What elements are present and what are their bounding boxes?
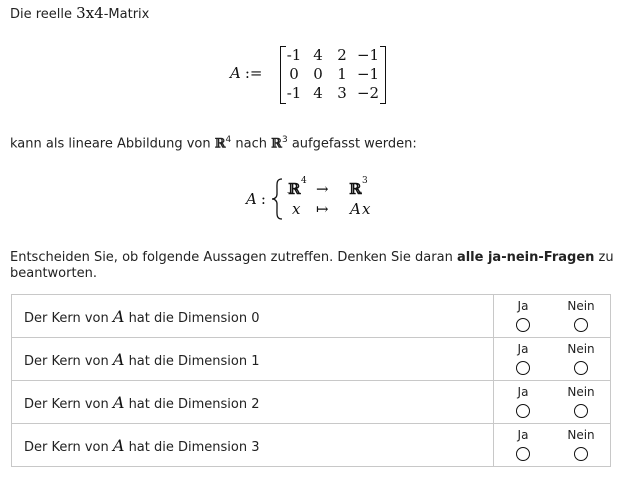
mapping-brace <box>271 178 283 220</box>
option-no-label: Nein <box>567 428 595 442</box>
option-no-radio[interactable] <box>574 404 588 418</box>
row1-domain: ℝ <box>288 180 301 198</box>
question-row <box>12 381 611 424</box>
instructions <box>10 250 620 282</box>
intro-text <box>10 4 149 22</box>
matrix-cell: 2 <box>337 46 347 64</box>
instructions-text: Entscheiden Sie, ob folgende Aussagen zutreffen. Denken Sie daran <box>10 250 457 265</box>
question-row <box>12 295 611 338</box>
intro-dims: 3x4 <box>76 4 104 22</box>
question-suffix: hat die Dimension 0 <box>124 310 260 326</box>
question-prefix: Der Kern von <box>24 353 113 369</box>
matrix-cell: 0 <box>289 65 299 83</box>
matrix-assign: := <box>244 64 263 82</box>
question-row <box>12 424 611 467</box>
instructions-bold: alle ja-nein-Fragen <box>456 250 595 265</box>
codomain-space: ℝ <box>271 136 282 152</box>
mapping-row-1 <box>288 176 388 200</box>
matrix-cell: −1 <box>356 46 380 64</box>
question-statement <box>12 424 494 467</box>
codomain-exp: 3 <box>281 135 288 145</box>
question-prefix: Der Kern von <box>24 396 113 412</box>
question-var: A <box>112 349 125 369</box>
question-var: A <box>112 435 125 455</box>
row2-matrix-A: A <box>350 200 361 218</box>
option-yes-label: Ja <box>517 299 529 313</box>
question-suffix: hat die Dimension 1 <box>124 353 260 369</box>
option-no-cell <box>552 338 611 381</box>
question-prefix: Der Kern von <box>24 310 113 326</box>
row2-mapsto: ↦ <box>316 200 329 218</box>
option-yes-label: Ja <box>517 385 529 399</box>
question-prefix: Der Kern von <box>24 439 113 455</box>
matrix-cell: 0 <box>313 65 323 83</box>
matrix-cell: −2 <box>356 84 380 102</box>
matrix-cell: 4 <box>313 46 323 64</box>
option-yes-radio[interactable] <box>516 318 530 332</box>
domain-exp: 4 <box>225 135 232 145</box>
option-no-label: Nein <box>567 385 595 399</box>
question-suffix: hat die Dimension 2 <box>124 396 260 412</box>
mapping-sentence <box>10 135 417 151</box>
domain-space: ℝ <box>214 136 226 152</box>
matrix-cell: 1 <box>337 65 347 83</box>
option-no-radio[interactable] <box>574 447 588 461</box>
option-yes-cell <box>494 424 553 467</box>
mapping-name: A <box>246 190 257 208</box>
question-statement <box>12 295 494 338</box>
matrix-right-bracket <box>380 46 386 104</box>
option-no-radio[interactable] <box>574 361 588 375</box>
option-no-label: Nein <box>567 299 595 313</box>
option-no-cell <box>552 381 611 424</box>
question-suffix: hat die Dimension 3 <box>124 439 260 455</box>
mapping-text-before: kann als lineare Abbildung von <box>10 136 215 152</box>
question-var: A <box>112 392 125 412</box>
option-yes-cell <box>494 295 553 338</box>
option-yes-radio[interactable] <box>516 361 530 375</box>
row2-vector-x2: x <box>362 200 371 218</box>
matrix-cell: -1 <box>286 84 302 102</box>
option-yes-cell <box>494 381 553 424</box>
option-no-label: Nein <box>567 342 595 356</box>
question-row <box>12 338 611 381</box>
intro-suffix: -Matrix <box>103 7 150 22</box>
matrix-cell: -1 <box>286 46 302 64</box>
mapping-row-2 <box>288 200 388 220</box>
row2-vector-x: x <box>292 200 301 218</box>
mapping-text-after: aufgefasst werden: <box>287 136 417 152</box>
matrix-cell: −1 <box>356 65 380 83</box>
option-yes-label: Ja <box>517 342 529 356</box>
option-yes-label: Ja <box>517 428 529 442</box>
matrix-label <box>230 64 262 82</box>
question-var: A <box>112 306 125 326</box>
matrix-cell: 3 <box>337 84 347 102</box>
intro-prefix: Die reelle <box>10 7 77 22</box>
mapping-text-mid: nach <box>231 136 272 152</box>
matrix-A <box>280 46 386 104</box>
question-table <box>11 294 611 467</box>
option-yes-radio[interactable] <box>516 404 530 418</box>
option-no-cell <box>552 424 611 467</box>
option-yes-cell <box>494 338 553 381</box>
mapping-colon: : <box>260 190 266 208</box>
question-statement <box>12 381 494 424</box>
question-statement <box>12 338 494 381</box>
matrix-cell: 4 <box>313 84 323 102</box>
row1-codomain: ℝ <box>349 180 362 198</box>
row1-codomain-exp: 3 <box>362 176 368 186</box>
row1-arrow: → <box>316 180 329 198</box>
matrix-name: A <box>230 64 241 82</box>
row1-domain-exp: 4 <box>301 176 307 186</box>
option-no-radio[interactable] <box>574 318 588 332</box>
option-yes-radio[interactable] <box>516 447 530 461</box>
mapping-label <box>246 190 266 208</box>
option-no-cell <box>552 295 611 338</box>
instructions-after: zu beantworten. <box>10 250 614 281</box>
